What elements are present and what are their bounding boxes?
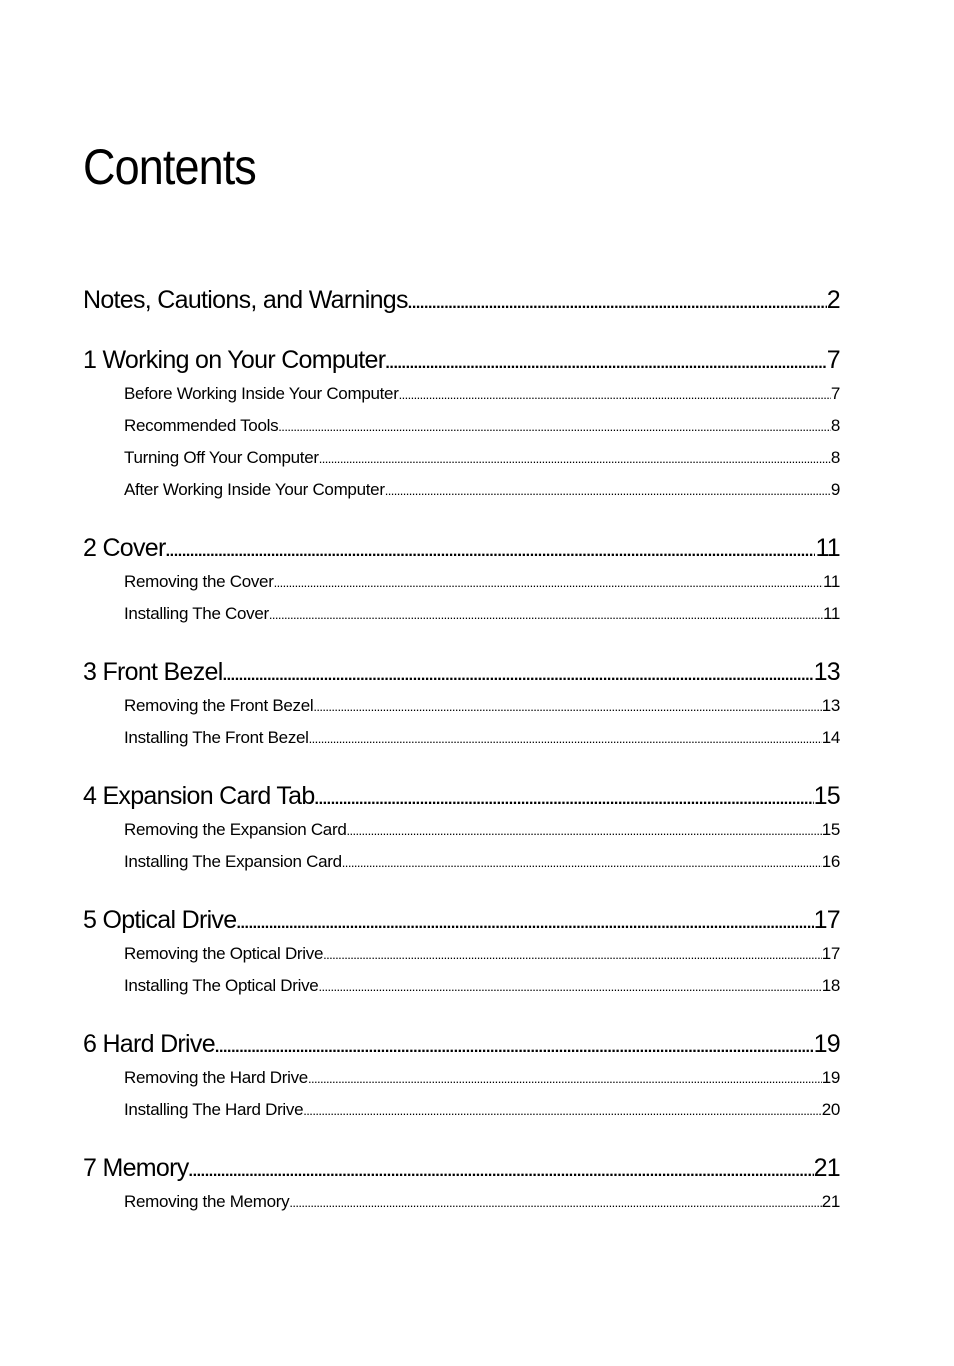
toc-section-title: Removing the Memory: [124, 1192, 290, 1211]
toc-chapter-title: 2 Cover: [83, 534, 166, 562]
toc-section-page-number: 14: [821, 728, 840, 747]
dot-leader: [289, 1187, 821, 1218]
dot-leader: [166, 534, 816, 566]
toc-chapter-page-number: 19: [813, 1030, 840, 1058]
toc-section-entry[interactable]: [83, 598, 840, 630]
toc-section-page-number: 16: [821, 852, 840, 871]
toc-chapter-page-number: 7: [826, 346, 840, 374]
toc-chapter-title: 5 Optical Drive: [83, 906, 237, 934]
toc-section-title: Installing The Front Bezel: [124, 728, 309, 747]
toc-chapter-page-number: 2: [826, 286, 840, 314]
toc-section-entry[interactable]: [83, 690, 840, 722]
dot-leader: [408, 286, 827, 318]
toc-chapter-entry[interactable]: [83, 902, 840, 938]
dot-leader: [323, 939, 822, 970]
toc-section-page-number: 17: [821, 944, 840, 963]
dot-leader: [313, 691, 821, 722]
toc-section-entry[interactable]: [83, 442, 840, 474]
toc-chapter-title: 1 Working on Your Computer: [83, 346, 386, 374]
dot-leader: [385, 346, 826, 378]
dot-leader: [319, 443, 831, 474]
dot-leader: [223, 658, 814, 690]
table-of-contents: [83, 282, 840, 1218]
toc-section-title: Installing The Cover: [124, 604, 269, 623]
toc-chapter-page-number: 11: [815, 534, 840, 562]
toc-chapter-title: 7 Memory: [83, 1154, 189, 1182]
dot-leader: [399, 379, 831, 410]
toc-chapter-title: 6 Hard Drive: [83, 1030, 215, 1058]
toc-section-entry[interactable]: [83, 1186, 840, 1218]
toc-section-title: Installing The Expansion Card: [124, 852, 342, 871]
toc-section-title: Before Working Inside Your Computer: [124, 384, 399, 403]
toc-section-title: Turning Off Your Computer: [124, 448, 319, 467]
toc-section-title: Removing the Front Bezel: [124, 696, 314, 715]
toc-section-entry[interactable]: [83, 814, 840, 846]
toc-section-page-number: 13: [821, 696, 840, 715]
dot-leader: [303, 1095, 821, 1126]
toc-section-page-number: 18: [821, 976, 840, 995]
dot-leader: [346, 815, 821, 846]
toc-section-entry[interactable]: [83, 474, 840, 506]
dot-leader: [318, 971, 821, 1002]
toc-chapter-page-number: 17: [813, 906, 840, 934]
dot-leader: [236, 906, 813, 938]
toc-chapter-entry[interactable]: [83, 1150, 840, 1186]
toc-section-title: Installing The Optical Drive: [124, 976, 319, 995]
toc-chapter-entry[interactable]: [83, 282, 840, 318]
toc-chapter-page-number: 21: [813, 1154, 840, 1182]
toc-section-page-number: 9: [830, 480, 840, 499]
toc-section-page-number: 11: [822, 572, 840, 591]
toc-section-title: Removing the Hard Drive: [124, 1068, 308, 1087]
dot-leader: [308, 1063, 822, 1094]
toc-section-entry[interactable]: [83, 846, 840, 878]
toc-section-page-number: 20: [821, 1100, 840, 1119]
dot-leader: [315, 782, 814, 814]
toc-section-page-number: 7: [830, 384, 840, 403]
toc-chapter-entry[interactable]: [83, 530, 840, 566]
toc-chapter-entry[interactable]: [83, 778, 840, 814]
toc-section-page-number: 11: [822, 604, 840, 623]
toc-chapter-title: 3 Front Bezel: [83, 658, 223, 686]
toc-chapter-entry[interactable]: [83, 654, 840, 690]
dot-leader: [269, 599, 823, 630]
toc-section-entry[interactable]: [83, 1094, 840, 1126]
toc-section-page-number: 21: [821, 1192, 840, 1211]
toc-section-entry[interactable]: [83, 938, 840, 970]
toc-section-entry[interactable]: [83, 566, 840, 598]
dot-leader: [189, 1154, 814, 1186]
toc-section-page-number: 8: [830, 416, 840, 435]
toc-section-page-number: 19: [821, 1068, 840, 1087]
dot-leader: [385, 475, 831, 506]
toc-section-title: Removing the Expansion Card: [124, 820, 347, 839]
toc-chapter-title: Notes, Cautions, and Warnings: [83, 286, 408, 314]
toc-section-title: Installing The Hard Drive: [124, 1100, 304, 1119]
dot-leader: [309, 723, 822, 754]
toc-section-entry[interactable]: [83, 1062, 840, 1094]
toc-chapter-title: 4 Expansion Card Tab: [83, 782, 315, 810]
toc-section-entry[interactable]: [83, 378, 840, 410]
dot-leader: [342, 847, 822, 878]
toc-chapter-entry[interactable]: [83, 342, 840, 378]
toc-section-entry[interactable]: [83, 970, 840, 1002]
dot-leader: [215, 1030, 814, 1062]
dot-leader: [274, 567, 823, 598]
toc-section-entry[interactable]: [83, 410, 840, 442]
toc-chapter-page-number: 13: [813, 658, 840, 686]
toc-section-title: Removing the Optical Drive: [124, 944, 324, 963]
toc-section-page-number: 8: [830, 448, 840, 467]
toc-section-page-number: 15: [821, 820, 840, 839]
page-title: Contents: [83, 139, 256, 195]
toc-chapter-page-number: 15: [813, 782, 840, 810]
toc-section-title: Removing the Cover: [124, 572, 274, 591]
toc-section-title: After Working Inside Your Computer: [124, 480, 385, 499]
toc-section-title: Recommended Tools: [124, 416, 279, 435]
toc-chapter-entry[interactable]: [83, 1026, 840, 1062]
dot-leader: [278, 411, 831, 442]
toc-section-entry[interactable]: [83, 722, 840, 754]
